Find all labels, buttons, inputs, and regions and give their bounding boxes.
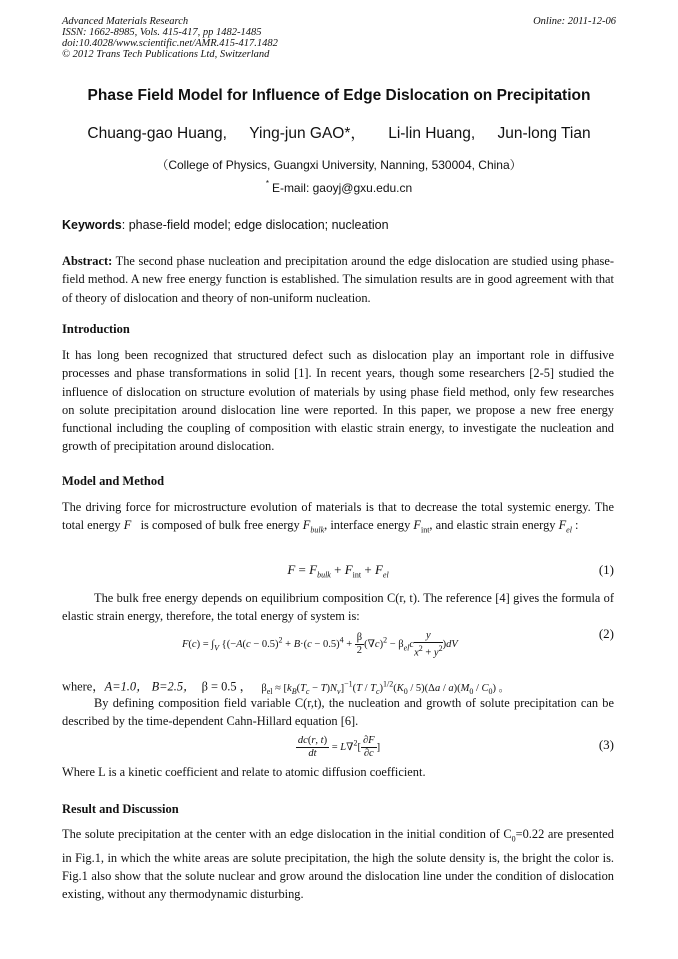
email-line: [62, 179, 616, 195]
model-paragraph-3: By defining composition field variable C(r,t), the nucleation and growth of solute precipitation can be described by the time-dependent Cahn-Hillard equation [6].: [62, 696, 614, 729]
author-4: Jun-long Tian: [497, 125, 591, 142]
author-3: Li-lin Huang,: [388, 125, 476, 142]
author-list: [62, 121, 616, 143]
doi-line: doi:10.4028/www.scientific.net/AMR.415-417.1482: [62, 38, 278, 49]
equation-3-number: (3): [598, 737, 614, 752]
author-2: Ying-jun GAO*，: [249, 125, 366, 142]
abstract-label: Abstract:: [62, 254, 113, 268]
paper-title: Phase Field Model for Influence of Edge Dislocation on Precipitation: [87, 87, 591, 104]
equation-1-number: (1): [598, 562, 614, 577]
email-mark: *: [265, 179, 269, 188]
model-where-line: where，A=1.0， B=2.5， β = 0.5 ， $\beta_{el} \approx [k_B(T_c - T)N_v]^{-1}(T / T_c)^{1/2}(K_0 / 5)(\Delta a / a)(M_0 / C_0)$ 。: [62, 679, 510, 696]
email-address: E-mail: gaoyj@gxu.edu.cn: [271, 181, 413, 195]
issn-line: ISSN: 1662-8985, Vols. 415-417, pp 1482-1485: [62, 27, 262, 38]
results-text: The solute precipitation at the center with an edge dislocation in the initial condition of $C_0=0.22$ are presented in Fig.1, in which the white areas are solute precipitation, the high the solute density is, the bright the color is. Fig.1 also show that the solute nuclear and grow around the dislocation line under the condition of dislocation existing, without any thermodynamic disturbing.: [62, 827, 614, 902]
abstract-text: The second phase nucleation and precipitation around the edge dislocation are studied using phase-field method. A new free energy function is established. The simulation results are in good agreement with that of theory of dislocation and theory of non-uniform nucleation.: [62, 254, 614, 305]
keywords: [62, 218, 616, 232]
equation-2: $F(c) = \int_V$ {($-A(c - 0.5)^2 + B\cdot(c - 0.5)^4$ + $\frac{\beta}{2}$ $(\nabla c)^2 - \beta_{el}c$ $\frac{y}{x^2 + y^2}$ )dV (2): [182, 626, 614, 659]
model-paragraph-1: The driving force for microstructure evolution of materials is that to decrease the total systemic energy. The total energy F is composed of bulk free energy $F_{bulk}$, interface energy $F_{int}$, and elastic strain energy $F_{el}$ :: [62, 500, 614, 535]
online-date: Online: 2011-12-06: [533, 16, 616, 27]
section-model: Model and Method: [62, 474, 165, 488]
introduction-text: It has long been recognized that structured defect such as dislocation play an important role in diffusive processes and phase transformations in solid [1]. In recent years, though some researchers [2-5] studied the influence of dislocation on structure evolution of materials by using phase field method, only few researches on solute precipitation around dislocation line were reported. In this paper, we propose a new free energy functional including the coupling of composition with elastic strain energy, to investigate the nucleation and growth of precipitation around dislocation.: [62, 348, 614, 454]
abstract: [62, 252, 614, 307]
section-introduction: Introduction: [62, 322, 130, 336]
affiliation: （College of Physics, Guangxi University, Nanning, 530004, China）: [156, 158, 522, 172]
equation-1: $F = F_{bulk} + F_{int} + F_{el}$ (1): [287, 562, 614, 580]
copyright-line: © 2012 Trans Tech Publications Ltd, Switzerland: [62, 49, 270, 60]
model-paragraph-2: The bulk free energy depends on equilibrium composition C(r, t). The reference [4] gives the formula of elastic strain energy, therefore, the total energy of system is:: [62, 591, 614, 624]
equation-3: $\frac{dc(r, t)}{dt}$ = L∇$^2$[ $\frac{\partial F}{\partial c}$ ] (3): [297, 735, 614, 759]
keywords-label: Keywords: [62, 218, 122, 232]
author-1: Chuang-gao Huang,: [87, 125, 227, 142]
section-results: Result and Discussion: [62, 802, 179, 816]
model-paragraph-4: Where L is a kinetic coefficient and relate to atomic diffusion coefficient.: [62, 765, 426, 779]
journal-header: [62, 16, 278, 60]
keywords-text: : phase-field model; edge dislocation; nucleation: [121, 218, 389, 232]
equation-2-number: (2): [598, 626, 614, 641]
journal-name: Advanced Materials Research: [62, 16, 189, 27]
